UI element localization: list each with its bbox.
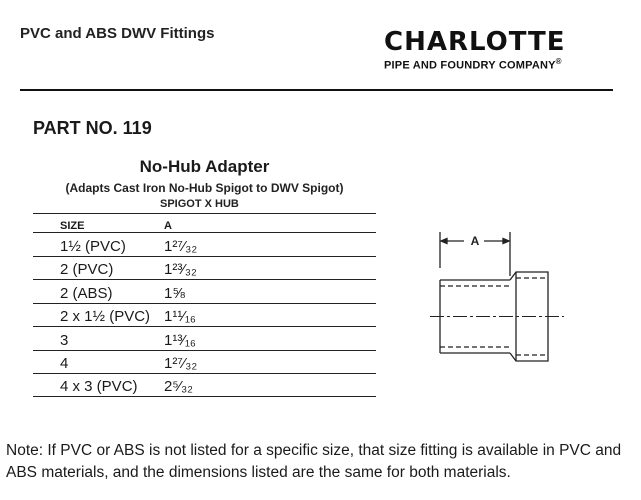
dimensions-table	[33, 213, 376, 397]
dimension-a-cell: 1²³⁄₃₂	[164, 261, 197, 278]
size-cell: 3	[60, 331, 69, 349]
dimension-a-cell: 1²⁷⁄₃₂	[164, 355, 198, 372]
registered-mark: ®	[555, 57, 562, 66]
dimension-a-cell: 1¹¹⁄₁₆	[164, 308, 196, 325]
part-number: PART NO. 119	[33, 118, 152, 138]
column-header-size: SIZE	[60, 220, 85, 232]
product-subtitle: (Adapts Cast Iron No-Hub Spigot to DWV Spigot)	[65, 181, 344, 195]
table-row	[33, 350, 376, 374]
dimension-label: A	[470, 234, 480, 248]
size-cell: 1½ (PVC)	[60, 237, 126, 255]
dimension-arrow-right	[503, 239, 509, 244]
table-row	[33, 256, 376, 280]
fitting-drawing	[430, 228, 565, 368]
dimension-a-cell: 1⅝	[164, 284, 185, 302]
header-divider	[20, 89, 613, 91]
size-cell: 2 x 1½ (PVC)	[60, 308, 151, 325]
charlotte-logo	[384, 28, 614, 72]
table-row	[33, 279, 376, 303]
product-title: No-Hub Adapter	[139, 157, 270, 176]
size-cell: 2 (PVC)	[60, 261, 114, 278]
footnote: Note: If PVC or ABS is not listed for a specific size, that size fitting is available in PVC and ABS materials, and the dimensions listed are the same for both materials.	[6, 442, 622, 481]
logo-subtitle-text: PIPE AND FOUNDRY COMPANY	[384, 59, 556, 72]
dimension-a-cell: 1¹³⁄₁₆	[164, 331, 196, 349]
connection-type: SPIGOT X HUB	[160, 198, 239, 210]
dimension-arrow-left	[441, 239, 447, 244]
dimension-a-cell: 1²⁷⁄₃₂	[164, 237, 198, 255]
table-row	[33, 326, 376, 350]
logo-subtitle	[384, 57, 614, 72]
table-row	[33, 232, 376, 256]
table-row	[33, 303, 376, 327]
table-header	[33, 213, 376, 232]
logo-name: CHARLOTTE	[384, 27, 566, 57]
size-cell: 2 (ABS)	[60, 284, 113, 302]
size-cell: 4 x 3 (PVC)	[60, 377, 138, 395]
page-header-title: PVC and ABS DWV Fittings	[20, 25, 215, 42]
column-header-a: A	[164, 220, 172, 232]
dimension-a-cell: 2⁵⁄₃₂	[164, 377, 193, 395]
size-cell: 4	[60, 355, 69, 372]
table-row	[33, 373, 376, 397]
